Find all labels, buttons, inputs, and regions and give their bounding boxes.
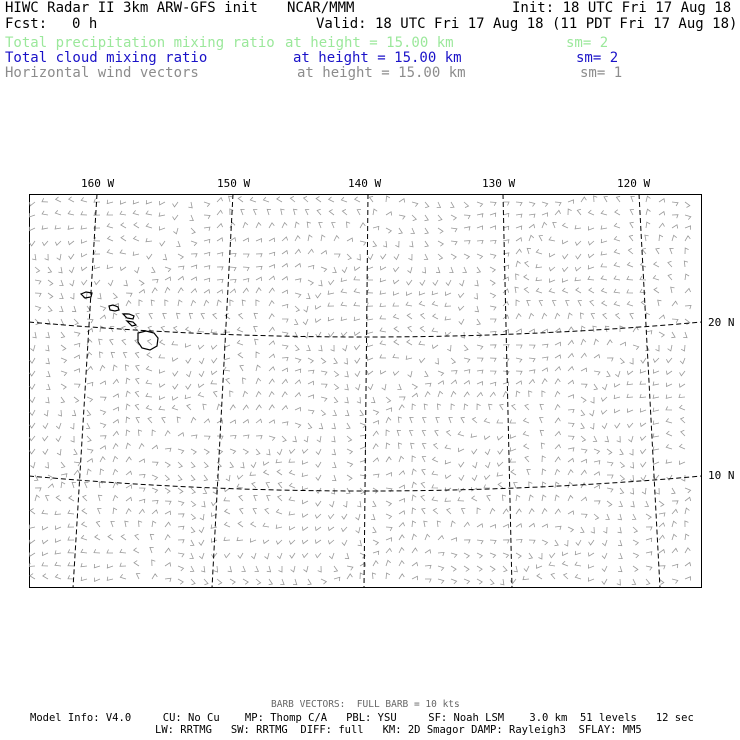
lon-label-120w: 120 W (617, 177, 651, 190)
lon-label-150w: 150 W (217, 177, 251, 190)
valid-time: Valid: 18 UTC Fri 17 Aug 18 (11 PDT Fri 17 Aug 18) (316, 16, 738, 32)
forecast-hour: 0 h (72, 16, 98, 32)
field-cloud-level: at height = 15.00 km (293, 50, 462, 66)
field-wind-smooth: sm= 1 (580, 65, 623, 81)
forecast-label: Fcst: (5, 16, 48, 32)
lon-label-130w: 130 W (482, 177, 516, 190)
field-precip-smooth: sm= 2 (566, 35, 609, 51)
field-precip-name: Total precipitation mixing ratio (5, 35, 275, 51)
lat-label-10n: 10 N (708, 469, 735, 482)
field-precip-level: at height = 15.00 km (285, 35, 454, 51)
field-wind-level: at height = 15.00 km (297, 65, 466, 81)
model-info-line1: Model Info: V4.0 CU: No Cu MP: Thomp C/A PBL: YSU SF: Noah LSM 3.0 km 51 levels 12 sec (30, 712, 694, 724)
init-time: Init: 18 UTC Fri 17 Aug 18 (512, 0, 732, 16)
model-info-line2: LW: RRTMG SW: RRTMG DIFF: full KM: 2D Smagor DAMP: Rayleigh3 SFLAY: MM5 (155, 724, 642, 736)
lon-label-140w: 140 W (348, 177, 382, 190)
org-label: NCAR/MMM (287, 0, 355, 16)
field-wind-name: Horizontal wind vectors (5, 65, 199, 81)
barb-vector-note: BARB VECTORS: FULL BARB = 10 kts (271, 699, 460, 710)
field-cloud-smooth: sm= 2 (576, 50, 619, 66)
wind-barb-map (29, 194, 702, 588)
map-frame (30, 195, 702, 588)
lon-label-160w: 160 W (81, 177, 115, 190)
model-title: HIWC Radar II 3km ARW-GFS init (5, 0, 258, 16)
lat-label-20n: 20 N (708, 316, 735, 329)
field-cloud-name: Total cloud mixing ratio (5, 50, 208, 66)
